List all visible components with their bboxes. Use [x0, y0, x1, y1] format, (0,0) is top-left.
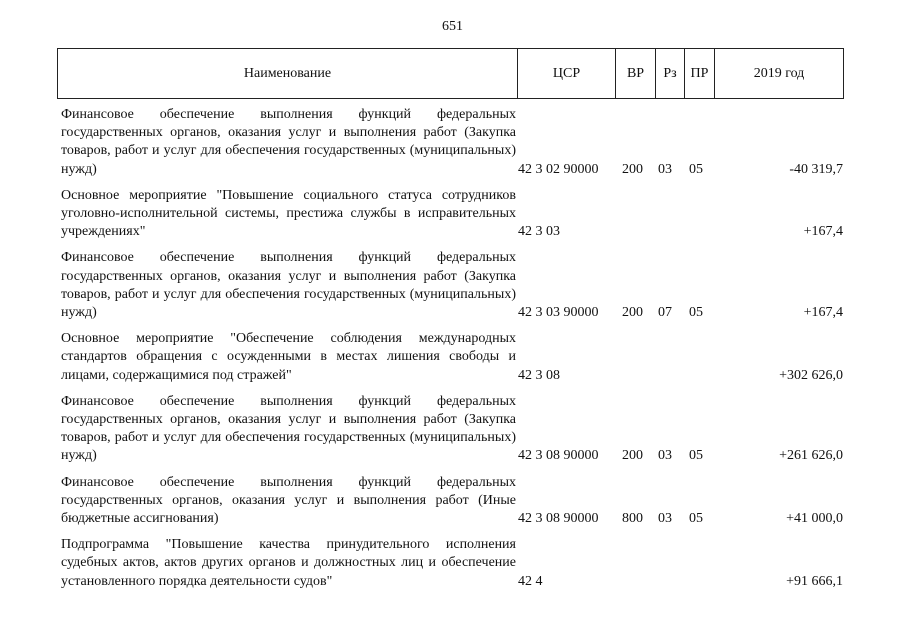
table-row [61, 249, 843, 322]
table-row [61, 187, 843, 242]
row-csr: 42 3 08 90000 [518, 448, 599, 464]
row-name: Основное мероприятие "Обеспечение соблюдения международных стандартов обращения с осужденными в местах лишения свободы и лицами, содержащимися под стражей" [61, 331, 516, 383]
row-pr: 05 [689, 448, 703, 464]
row-name: Финансовое обеспечение выполнения функций федеральных государственных органов, оказания услуг и выполнения работ (Закупка товаров, работ и услуг для обеспечения государственных (муниципальных) нужд) [61, 107, 516, 177]
row-rz: 03 [658, 448, 672, 464]
row-name: Финансовое обеспечение выполнения функций федеральных государственных органов, оказания услуг и выполнения работ (Иные бюджетные ассигнования) [61, 474, 516, 527]
row-rz: 07 [658, 305, 672, 321]
header-pr: ПР [685, 49, 715, 99]
row-name: Финансовое обеспечение выполнения функций федеральных государственных органов, оказания услуг и выполнения работ (Закупка товаров, работ и услуг для обеспечения государственных (муниципальных) нужд) [61, 250, 516, 321]
row-rz: 03 [658, 511, 672, 527]
row-vr: 200 [622, 448, 643, 464]
table-body [61, 106, 843, 599]
row-amount: +41 000,0 [786, 511, 843, 527]
header-rz: Рз [656, 49, 685, 99]
row-name: Финансовое обеспечение выполнения функций федеральных государственных органов, оказания услуг и выполнения работ (Закупка товаров, работ и услуг для обеспечения государственных (муниципальных) нужд) [61, 393, 516, 464]
table-row [61, 330, 843, 385]
header-name: Наименование [58, 49, 518, 99]
row-amount: +91 666,1 [786, 573, 843, 589]
row-name: Основное мероприятие "Повышение социального статуса сотрудников уголовно-исполнительной системы, престижа службы в исправительных учреждениях" [61, 187, 516, 240]
row-csr: 42 4 [518, 573, 543, 589]
row-csr: 42 3 03 90000 [518, 305, 599, 321]
header-vr: ВР [616, 49, 656, 99]
row-name: Подпрограмма "Повышение качества принудительного исполнения судебных актов, актов других органов и должностных лиц и обеспечение установленного порядка деятельности судов" [61, 537, 516, 589]
table-header [57, 48, 844, 99]
row-rz: 03 [658, 161, 672, 177]
row-amount: +302 626,0 [779, 367, 843, 383]
row-amount: +167,4 [803, 305, 843, 321]
row-csr: 42 3 08 [518, 367, 560, 383]
row-amount: -40 319,7 [789, 161, 843, 177]
table-row [61, 393, 843, 466]
row-csr: 42 3 02 90000 [518, 161, 599, 177]
row-pr: 05 [689, 511, 703, 527]
row-csr: 42 3 08 90000 [518, 511, 599, 527]
row-amount: +167,4 [803, 224, 843, 240]
row-pr: 05 [689, 305, 703, 321]
row-vr: 200 [622, 305, 643, 321]
header-year: 2019 год [715, 49, 844, 99]
header-csr: ЦСР [518, 49, 616, 99]
row-csr: 42 3 03 [518, 224, 560, 240]
table-row [61, 536, 843, 591]
row-vr: 200 [622, 161, 643, 177]
page-number: 651 [442, 19, 463, 34]
table-row [61, 474, 843, 529]
table-row [61, 106, 843, 179]
row-pr: 05 [689, 161, 703, 177]
row-vr: 800 [622, 511, 643, 527]
row-amount: +261 626,0 [779, 448, 843, 464]
